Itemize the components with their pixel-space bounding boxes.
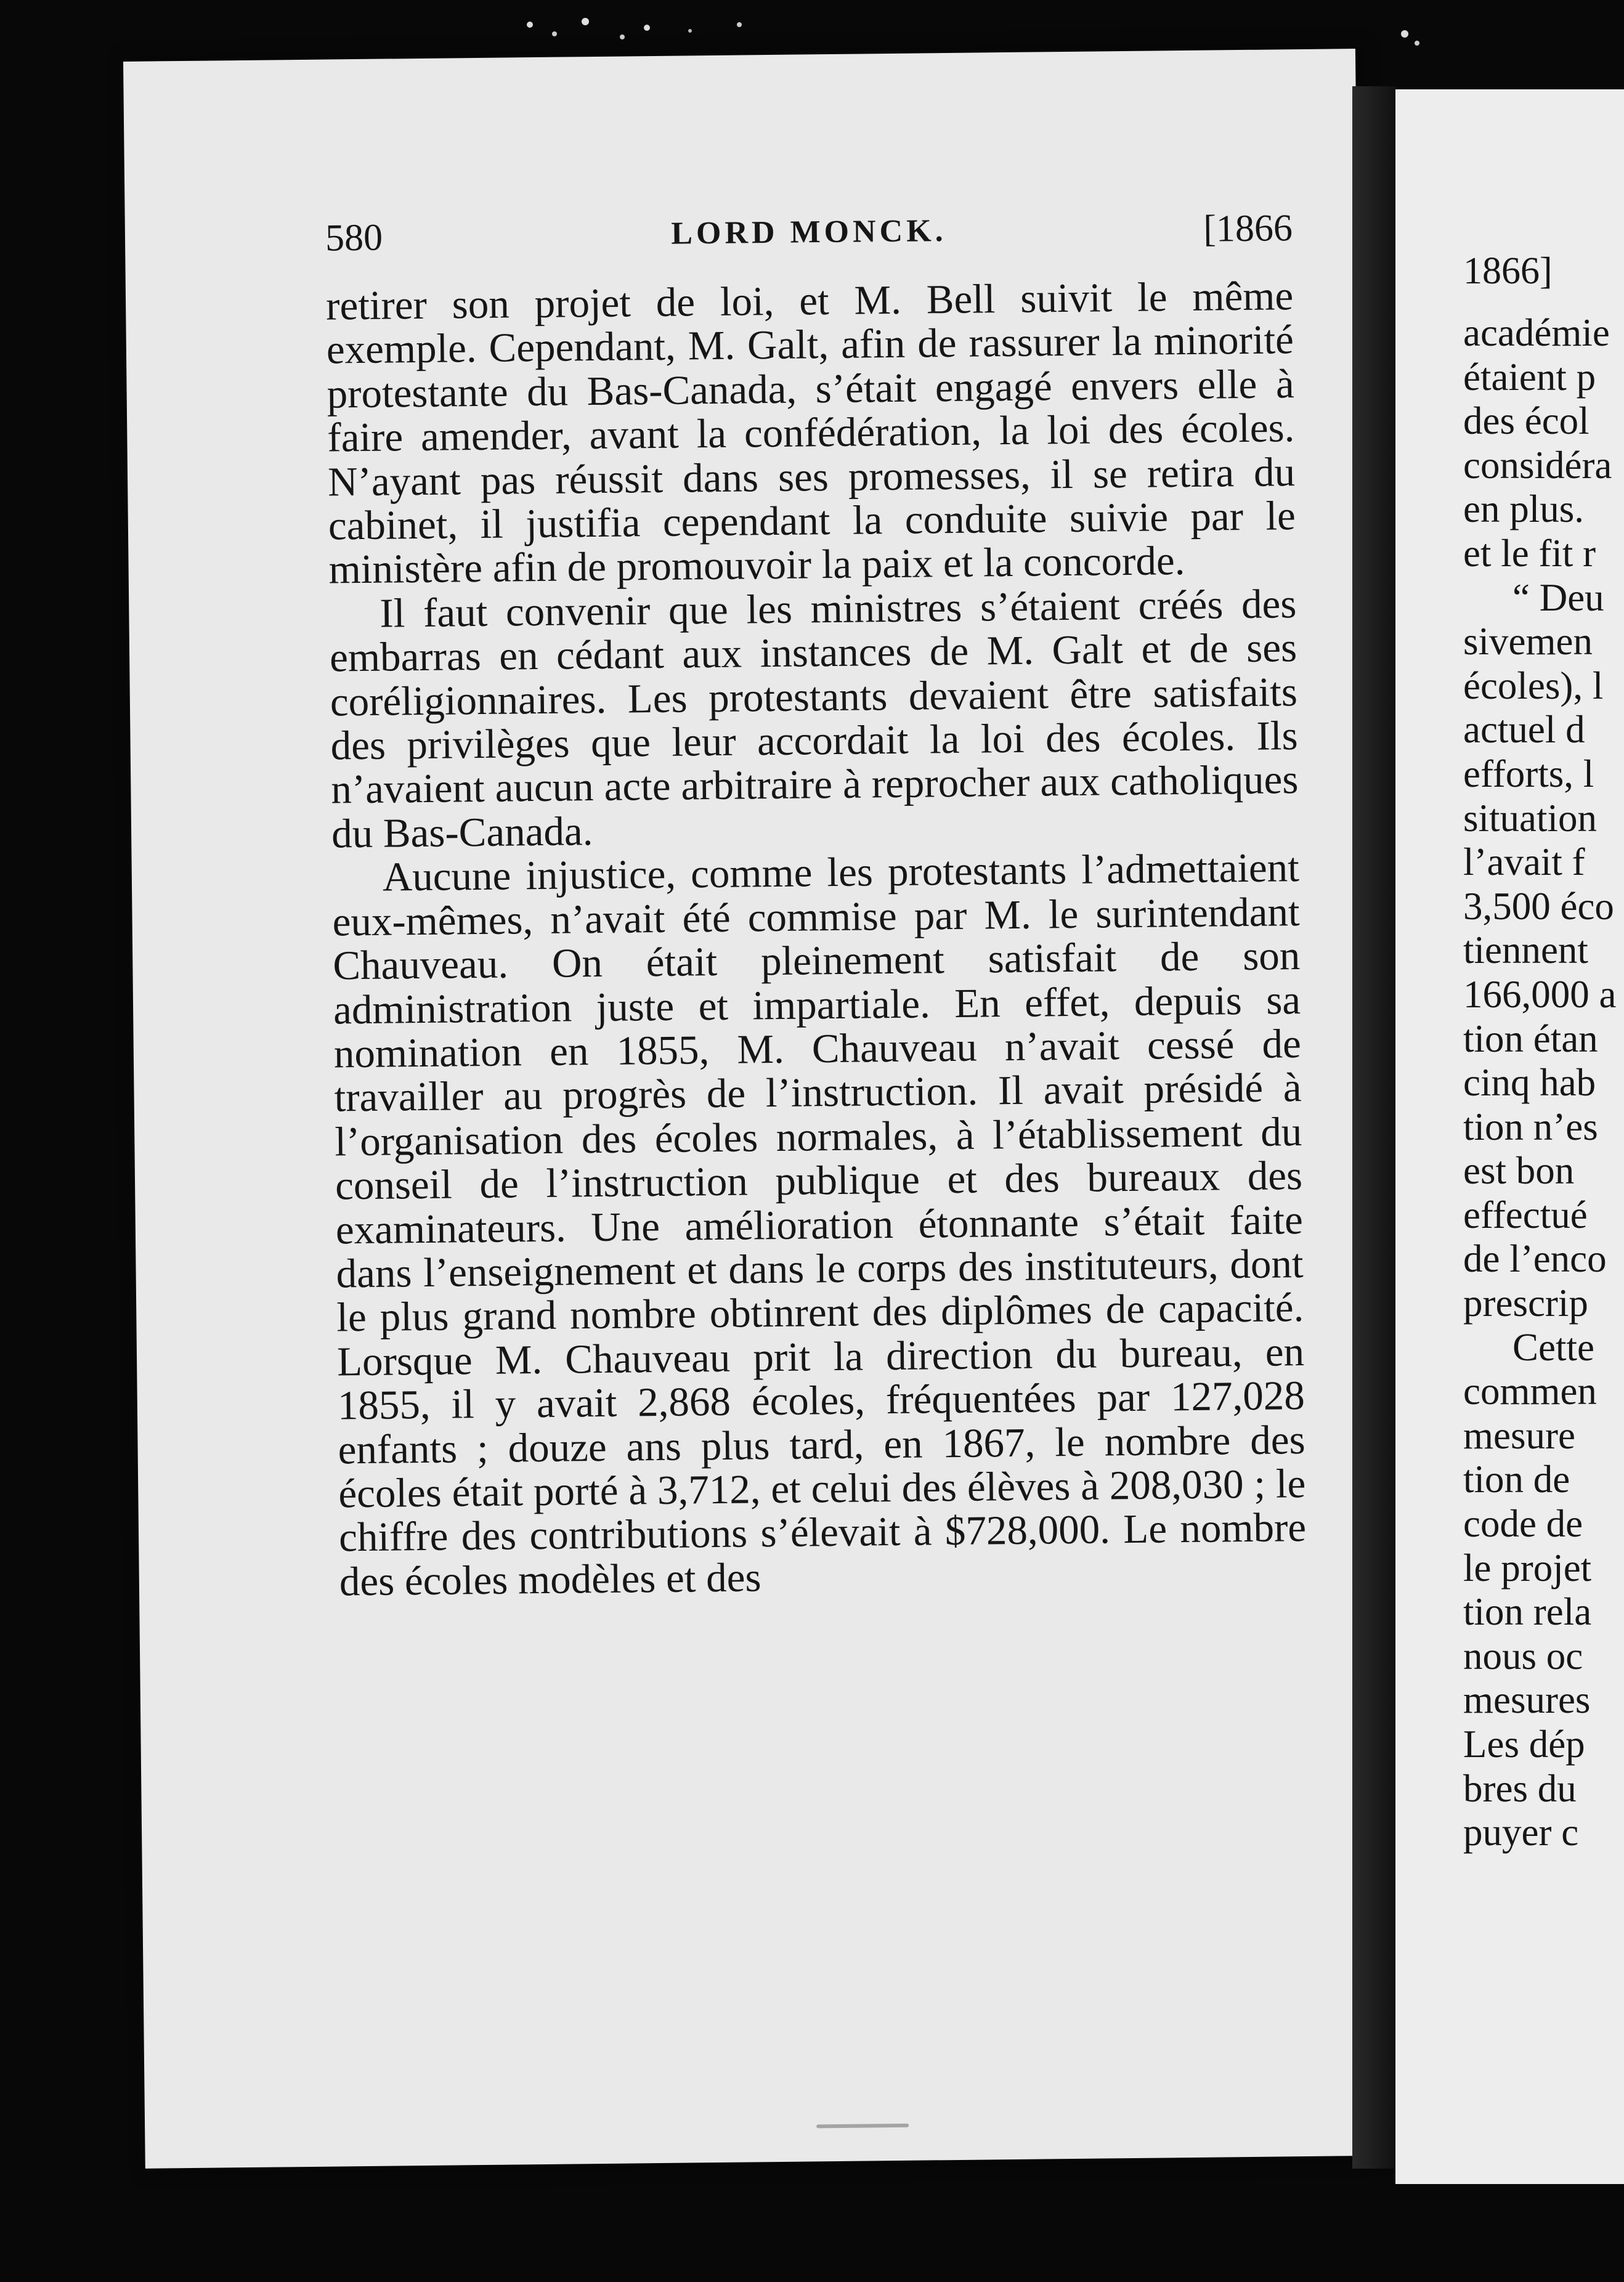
right-header-year: 1866] (1463, 250, 1553, 292)
right-page-line: tiennent (1463, 928, 1588, 972)
right-page-line: nous oc (1463, 1634, 1583, 1678)
right-page-line: tion n’es (1463, 1105, 1598, 1148)
scan-mark (816, 2124, 909, 2129)
paragraph: retirer son projet de loi, et M. Bell suivit le même exemple. Cependant, M. Galt, afin de rassurer la minorité protestante du Bas-Canada, s’était engagé envers elle à faire amender, avant la confédération, la loi des écoles. N’ayant pas réussit dans ses promesses, il se retira du cabinet, il justifia cependant la conduite suivie par le ministère afin de promouvoir la paix et la concorde. (325, 273, 1296, 593)
right-page-line: effectué (1463, 1193, 1588, 1236)
paragraph: Il faut convenir que les ministres s’étaient créés des embarras en cédant aux instances de M. Galt et de ses coréligionnaires. Les protestants devaient être satisfaits des privilèges que leur accordait la loi des écoles. Ils n’avaient aucun acte arbitraire à reprocher aux catholiques du Bas-Canada. (329, 580, 1299, 857)
right-page-line: cinq hab (1463, 1061, 1596, 1105)
right-page-line: sivemen (1463, 620, 1593, 664)
right-page-line: commen (1463, 1370, 1597, 1413)
right-page-line: mesures (1463, 1678, 1591, 1722)
right-page-line: tion rela (1463, 1590, 1592, 1634)
right-page-line: considéra (1463, 443, 1612, 487)
right-page-line: tion étan (1463, 1017, 1598, 1060)
right-page-line: bres du (1463, 1766, 1577, 1810)
right-page-line: l’avait f (1463, 840, 1585, 884)
right-page-lines (1463, 311, 1624, 1855)
right-page-line: étaient p (1463, 355, 1596, 399)
right-page-line: de l’enco (1463, 1237, 1607, 1281)
left-page-content (325, 206, 1307, 1604)
body-text (326, 274, 1307, 1604)
right-page-line: Les dép (1463, 1723, 1585, 1766)
right-page-line: est bon (1463, 1149, 1575, 1193)
right-page-line: tion de (1463, 1458, 1570, 1501)
right-page-line: écoles), l (1463, 664, 1604, 707)
right-page-line: prescrip (1463, 1281, 1588, 1325)
right-page (1395, 89, 1624, 2184)
right-page-line: “ Deu (1512, 575, 1604, 619)
right-page-line: en plus. (1463, 487, 1584, 531)
running-title: LORD MONCK. (671, 213, 947, 251)
right-page-content (1463, 250, 1624, 1855)
right-page-line: code de (1463, 1502, 1583, 1546)
right-page-line: mesure (1463, 1413, 1575, 1457)
book-gutter (1352, 86, 1395, 2169)
right-page-line: et le fit r (1463, 531, 1596, 575)
right-page-line: puyer c (1463, 1811, 1579, 1854)
running-head (325, 206, 1293, 278)
right-page-line: Cette (1512, 1325, 1594, 1369)
right-page-line: situation (1463, 796, 1597, 840)
header-year: [1866 (1203, 207, 1293, 250)
right-page-line: 166,000 a (1463, 972, 1617, 1016)
right-page-line: académie (1463, 311, 1610, 354)
right-page-line: efforts, l (1463, 752, 1594, 795)
left-page (123, 49, 1378, 2169)
right-page-line: des écol (1463, 399, 1589, 443)
right-page-line: 3,500 éco (1463, 884, 1614, 928)
page-number: 580 (325, 216, 383, 259)
right-page-line: le projet (1463, 1546, 1592, 1590)
paragraph: Aucune injustice, comme les protestants l’admettaient eux-mêmes, n’avait été commise par M. le surintendant Chauveau. On était pleinement satisfait de son administration juste et impartiale. En effet, depuis sa nomination en 1855, M. Chauveau n’avait cessé de travailler au progrès de l’instruction. Il avait présidé à l’organisation des écoles normales, à l’établissement du conseil de l’instruction publique et des bureaux des examinateurs. Une amélioration étonnante s’était faite dans l’enseignement et dans le corps des instituteurs, dont le plus grand nombre obtinrent des diplômes de capacité. Lorsque M. Chauveau prit la direction du bureau, en 1855, il y avait 2,868 écoles, fréquentées par 127,028 enfants ; douze ans plus tard, en 1867, le nombre des écoles était porté à 3,712, et celui des élèves à 208,030 ; le chiffre des contributions s’élevait à $728,000. Le nombre des écoles modèles et des (332, 845, 1307, 1605)
right-page-line: actuel d (1463, 708, 1585, 752)
